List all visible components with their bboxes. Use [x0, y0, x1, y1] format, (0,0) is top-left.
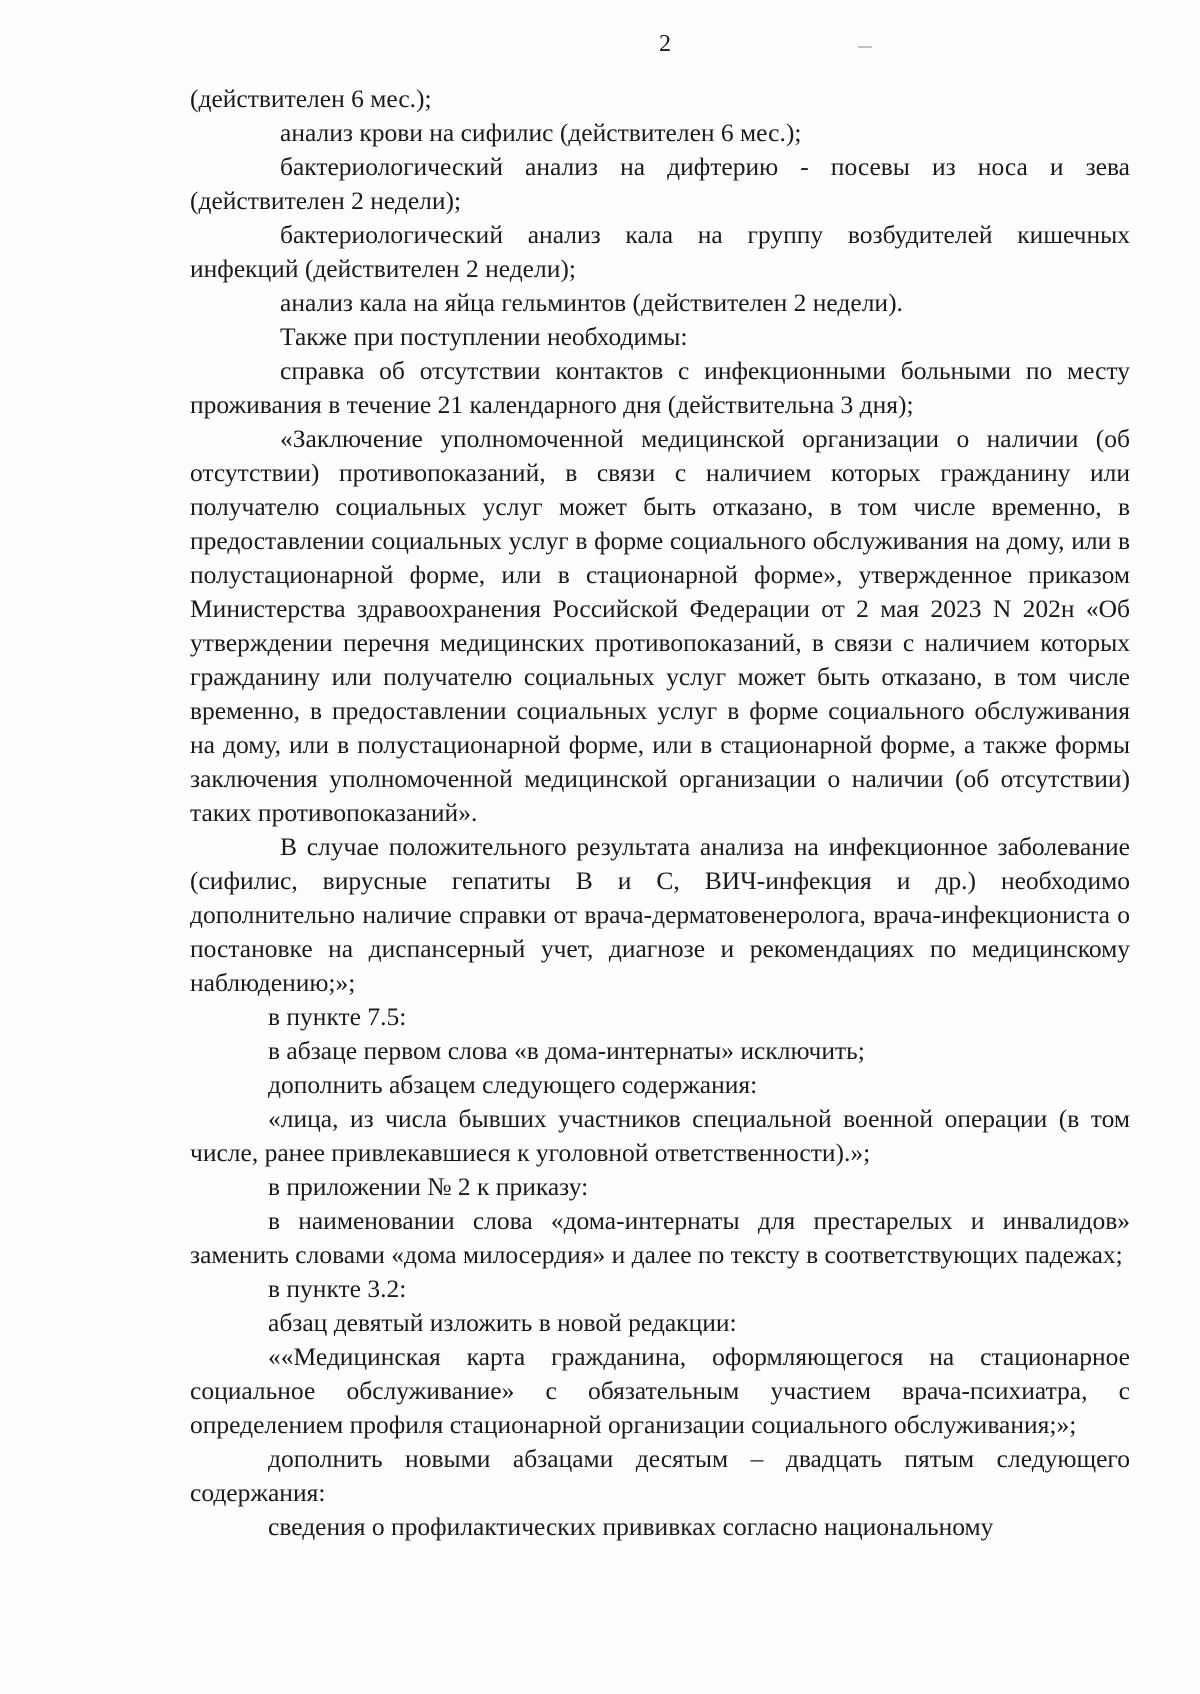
- paragraph: анализ крови на сифилис (действителен 6 мес.);: [280, 118, 802, 147]
- paragraph: в абзаце первом слова «в дома-интернаты» исключить;: [268, 1036, 865, 1065]
- paragraph: в наименовании слова «дома-интернаты для престарелых и инвалидов» заменить словами «дома милосердия» и далее по тексту в соответствующих падежах;: [190, 1206, 1130, 1269]
- paragraph: анализ кала на яйца гельминтов (действителен 2 недели).: [280, 288, 903, 317]
- paragraph: справка об отсутствии контактов с инфекционными больными по месту проживания в течение 21 календарного дня (действительна 3 дня);: [190, 356, 1130, 419]
- paragraph: дополнить новыми абзацами десятым – двадцать пятым следующего содержания:: [190, 1444, 1130, 1507]
- paragraph: ««Медицинская карта гражданина, оформляющегося на стационарное социальное обслуживание» с обязательным участием врача-психиатра, с определением профиля стационарной организации социального обслуживания;»;: [190, 1342, 1130, 1439]
- paragraph: (действителен 6 мес.);: [190, 84, 432, 113]
- document-body: [190, 82, 1130, 1544]
- paragraph: сведения о профилактических прививках согласно национальному: [268, 1512, 994, 1541]
- paragraph: бактериологический анализ кала на группу возбудителей кишечных инфекций (действителен 2 недели);: [190, 220, 1130, 283]
- paragraph: дополнить абзацем следующего содержания:: [268, 1070, 758, 1099]
- paragraph: в приложении № 2 к приказу:: [268, 1172, 589, 1201]
- paragraph: в пункте 7.5:: [268, 1002, 407, 1031]
- paragraph: в пункте 3.2:: [268, 1274, 407, 1303]
- paragraph: «лица, из числа бывших участников специальной военной операции (в том числе, ранее привлекавшиеся к уголовной ответственности).»;: [190, 1104, 1130, 1167]
- paragraph: Также при поступлении необходимы:: [280, 322, 688, 351]
- paragraph: «Заключение уполномоченной медицинской организации о наличии (об отсутствии) противопоказаний, в связи с наличием которых гражданину или получателю социальных услуг может быть отказано, в том числе временно, в предоставлении социальных услуг в форме социального обслуживания на дому, или в полустационарной форме, или в стационарной форме», утвержденное приказом Министерства здравоохранения Российской Федерации от 2 мая 2023 N 202н «Об утверждении перечня медицинских противопоказаний, в связи с наличием которых гражданину или получателю социальных услуг может быть отказано, в том числе временно, в предоставлении социальных услуг в форме социального обслуживания на дому, или в полустационарной форме, или в стационарной форме, а также формы заключения уполномоченной медицинской организации о наличии (об отсутствии) таких противопоказаний».: [190, 424, 1130, 827]
- paragraph: В случае положительного результата анализа на инфекционное заболевание (сифилис, вирусные гепатиты В и С, ВИЧ-инфекция и др.) необходимо дополнительно наличие справки от врача-дерматовенеролога, врача-инфекциониста о постановке на диспансерный учет, диагнозе и рекомендациях по медицинскому наблюдению;»;: [190, 832, 1130, 997]
- paragraph: абзац девятый изложить в новой редакции:: [268, 1308, 737, 1337]
- page-number: 2: [659, 31, 671, 57]
- paragraph: бактериологический анализ на дифтерию - посевы из носа и зева (действителен 2 недели);: [190, 152, 1130, 215]
